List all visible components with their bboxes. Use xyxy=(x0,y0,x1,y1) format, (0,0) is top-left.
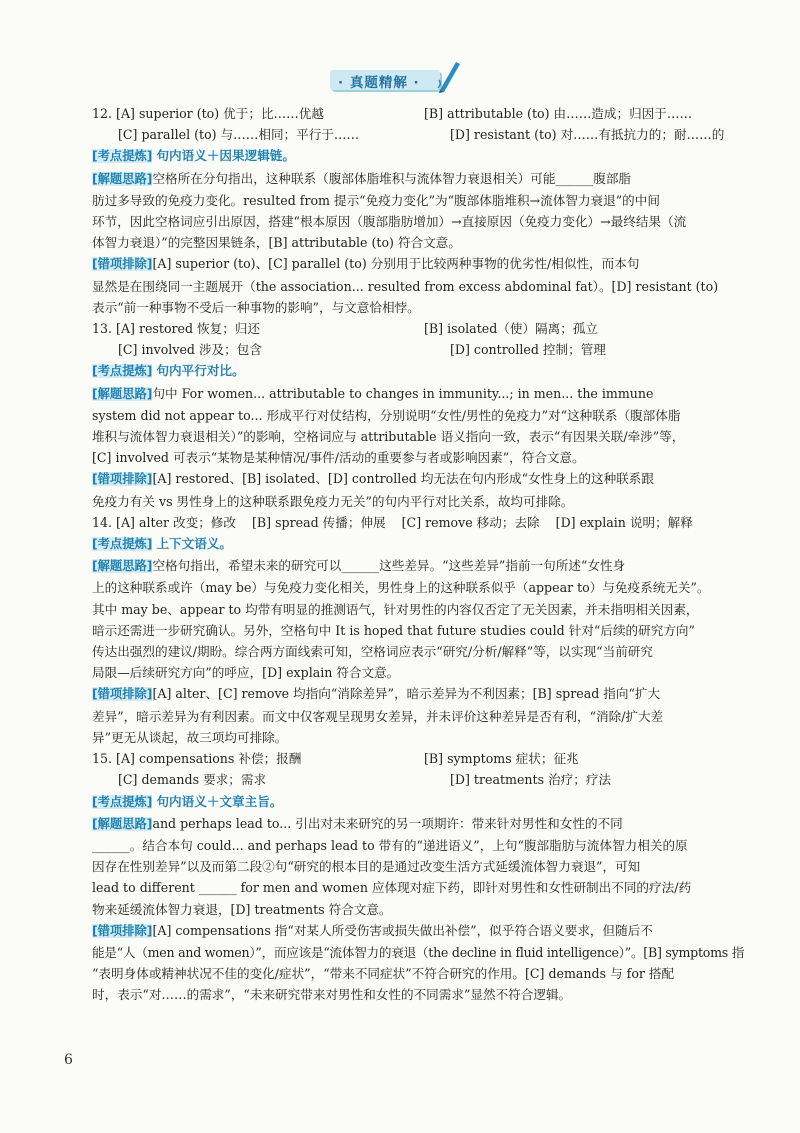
q12-idea-line: 肪过多导致的免疫力变化。resulted from 提示“免疫力变化”为“腹部体脂堆积→流体智力衰退”的中间 xyxy=(92,192,660,208)
q12-option-b: [B] attributable (to) 由……造成；归因于…… xyxy=(424,106,693,121)
q12-err-line: 显然是在围绕同一主题展开（the association... resulted from excess abdominal fat）。[D] resistant (to) xyxy=(92,278,719,294)
q12-options-row1 xyxy=(92,103,744,124)
q14-options: 14. [A] alter 改变；修改 [B] spread 传播；伸展 [C] remove 移动；去除 [D] explain 说明；解释 xyxy=(92,514,693,530)
q13-idea-line: [C] involved 可表示“某物是某种情况/事件/活动的重要参与者或影响因素”，符合文意。 xyxy=(92,450,585,466)
q14-err-label: [错项排除] xyxy=(92,687,153,702)
q15-option-d: [D] treatments 治疗；疗法 xyxy=(450,772,612,788)
q13-idea xyxy=(92,383,744,469)
q14-err-line: 异”更无从谈起，故三项均可排除。 xyxy=(92,729,288,745)
q15-err-line: “表明身体或精神状况不佳的变化/症状”，“带来不同症状”不符合研究的作用。[C] demands 与 for 搭配 xyxy=(92,966,675,982)
q12-idea-label: [解题思路] xyxy=(92,171,153,186)
document-body xyxy=(92,103,744,1006)
q15-idea-line: ______。结合本句 could... and perhaps lead to 带有的“递进语义”，上句“腹部脂肪与流体智力相关的原 xyxy=(92,837,688,853)
q14-eliminate xyxy=(92,683,744,748)
q12-idea xyxy=(92,168,744,254)
q13-option-c: [C] involved 涉及；包含 xyxy=(118,342,262,358)
q13-point xyxy=(92,360,744,382)
q12-err-line: [A] superior (to)、[C] parallel (to) 分别用于比较两种事物的优劣性/相似性，而本句 xyxy=(152,256,640,272)
q14-idea-line: 局限—后续研究方向”的呼应，[D] explain 符合文意。 xyxy=(92,665,400,681)
q14-idea xyxy=(92,555,744,683)
q14-point-text: 上下文语义。 xyxy=(156,536,233,552)
q15-err-label: [错项排除] xyxy=(92,923,153,938)
q12-point-text: 句内语义＋因果逻辑链。 xyxy=(156,148,295,164)
q12-idea-line: 空格所在分句指出，这种联系（腹部体脂堆积与流体智力衰退相关）可能______腹部脂 xyxy=(152,170,631,186)
q14-err-line: 差异”，暗示差异为有利因素。而文中仅客观呈现男女差异，并未评价这种差异是否有利，“消除/扩大差 xyxy=(92,708,664,724)
section-title: · 真题精解 · xyxy=(338,75,420,91)
q13-idea-label: [解题思路] xyxy=(92,386,153,401)
q15-point xyxy=(92,791,744,813)
q12-option-d: [D] resistant (to) 对……有抵抗力的；耐……的 xyxy=(450,127,725,143)
q14-idea-label: [解题思路] xyxy=(92,559,153,574)
q14-idea-line: 暗示还需进一步研究确认。另外，空格句中 It is hoped that future studies could 针对“后续的研究方向” xyxy=(92,622,695,638)
q13-point-text: 句内平行对比。 xyxy=(156,363,245,379)
q13-idea-line: 堆积与流体智力衰退相关）”的影响，空格词应与 attributable 语义指向一致，表示“有因果关联/牵涉”等， xyxy=(92,429,685,445)
q13-options-row1 xyxy=(92,318,744,339)
q13-idea-line: 句中 For women... attributable to changes in immunity...; in men... the immune xyxy=(152,385,654,401)
q15-point-text: 句内语义＋文章主旨。 xyxy=(156,793,283,809)
pen-icon xyxy=(436,58,462,94)
q15-err-line: [A] compensations 指“对某人所受伤害或损失做出补偿”，似乎符合语义要求，但随后不 xyxy=(152,922,653,938)
q12-option-c: [C] parallel (to) 与……相同；平行于…… xyxy=(118,127,360,143)
q12-idea-line: 体智力衰退）”的完整因果链条，[B] attributable (to) 符合文意。 xyxy=(92,235,461,251)
q15-idea-label: [解题思路] xyxy=(92,816,153,831)
q12-options-row2 xyxy=(92,124,744,145)
q13-options-row2 xyxy=(92,339,744,360)
section-header xyxy=(0,62,800,100)
q14-idea-line: 上的这种联系或许（may be）与免疫力变化相关，男性身上的这种联系似乎（appear to）与免疫系统无关”。 xyxy=(92,580,710,596)
q13-err-label: [错项排除] xyxy=(92,472,153,487)
q13-eliminate xyxy=(92,468,744,511)
q15-idea-line: lead to different ______ for men and women 应体现对症下药，即针对男性和女性研制出不同的疗法/药 xyxy=(92,880,692,896)
q15-option-a: 15. [A] compensations 补偿；报酬 xyxy=(92,751,302,767)
q15-options-row1 xyxy=(92,748,744,769)
q15-err-line: 能是“人（men and women）”，而应该是“流体智力的衰退（the decline in fluid intelligence）”。[B] symptoms 指 xyxy=(92,944,745,960)
q15-idea xyxy=(92,813,744,920)
q14-point xyxy=(92,533,744,555)
q12-option-a: 12. [A] superior (to) 优于；比……优越 xyxy=(92,106,324,121)
q14-idea-line: 传达出强烈的建议/期盼。综合两方面线索可知，空格词应表示“研究/分析/解释”等，以实现“当前研究 xyxy=(92,644,653,660)
q13-option-b: [B] isolated（使）隔离；孤立 xyxy=(424,321,599,337)
q15-idea-line: 物来延缓流体智力衰退，[D] treatments 符合文意。 xyxy=(92,901,392,917)
q15-options-row2 xyxy=(92,769,744,790)
q15-idea-line: 因存在性别差异”以及而第二段②句“研究的根本目的是通过改变生活方式延缓流体智力衰退”，可知 xyxy=(92,859,641,875)
q13-point-label: [考点提炼] xyxy=(92,364,153,379)
q14-idea-line: 其中 may be、appear to 均带有明显的推测语气，针对男性的内容仅否定了无关因素，并未指明相关因素， xyxy=(92,601,699,617)
q12-err-label: [错项排除] xyxy=(92,257,153,272)
page-number: 6 xyxy=(64,1052,73,1068)
q14-idea-line: 空格句指出，希望未来的研究可以______这些差异。“这些差异”指前一句所述“女性身 xyxy=(152,558,626,574)
q15-option-c: [C] demands 要求；需求 xyxy=(118,772,267,788)
q13-option-d: [D] controlled 控制；管理 xyxy=(450,342,606,358)
q12-eliminate xyxy=(92,253,744,318)
q13-idea-line: system did not appear to... 形成平行对仗结构，分别说明“女性/男性的免疫力”对“这种联系（腹部体脂 xyxy=(92,407,681,423)
q14-point-label: [考点提炼] xyxy=(92,537,153,552)
q12-err-line: 表示“前一种事物不受后一种事物的影响”，与文意恰相悖。 xyxy=(92,299,420,315)
q15-err-line: 时，表示“对……的需求”，“未来研究带来对男性和女性的不同需求”显然不符合逻辑。 xyxy=(92,987,572,1003)
q13-option-a: 13. [A] restored 恢复；归还 xyxy=(92,321,261,337)
q13-err-line: 免疫力有关 vs 男性身上的这种联系跟免疫力无关”的句内平行对比关系，故均可排除。 xyxy=(92,493,574,509)
q12-point-label: [考点提炼] xyxy=(92,149,153,164)
q12-idea-line: 环节，因此空格词应引出原因，搭建“根本原因（腹部脂肪增加）→直接原因（免疫力变化）→最终结果（流 xyxy=(92,214,687,230)
q13-err-line: [A] restored、[B] isolated、[D] controlled 均无法在句内形成“女性身上的这种联系跟 xyxy=(152,471,654,487)
q12-point xyxy=(92,145,744,167)
q15-option-b: [B] symptoms 症状；征兆 xyxy=(424,751,579,767)
q15-eliminate xyxy=(92,920,744,1006)
q15-point-label: [考点提炼] xyxy=(92,794,153,809)
q15-idea-line: and perhaps lead to... 引出对未来研究的另一项期许：带来针对男性和女性的不同 xyxy=(152,815,623,831)
q14-err-line: [A] alter、[C] remove 均指向“消除差异”，暗示差异为不利因素；[B] spread 指向“扩大 xyxy=(152,686,661,702)
